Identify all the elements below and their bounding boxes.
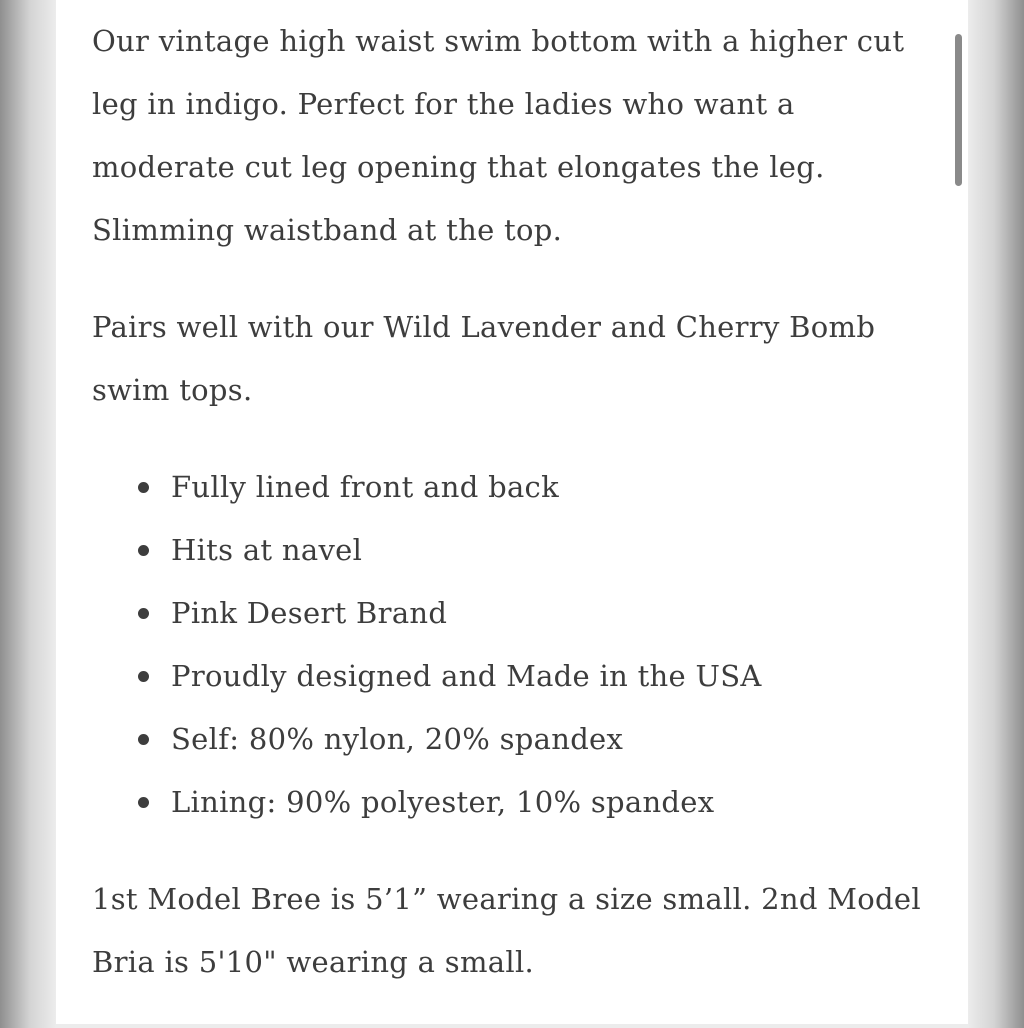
feature-text: Hits at navel [171,533,363,567]
bullet-icon [138,545,149,556]
list-item [171,771,942,834]
description-line: Our vintage high waist swim bottom with a higher cut [92,24,905,58]
feature-text: Self: 80% nylon, 20% spandex [171,722,624,756]
list-item [171,519,942,582]
list-item [171,456,942,519]
feature-text: Lining: 90% polyester, 10% spandex [171,785,715,819]
model-info-line: Bria is 5'10" wearing a small. [92,945,535,979]
product-description-page [56,0,968,1024]
feature-list [92,456,942,834]
list-item [171,708,942,771]
bullet-icon [138,797,149,808]
list-item [171,645,942,708]
pairing-line: swim tops. [92,373,253,407]
feature-text: Pink Desert Brand [171,596,448,630]
description-line: Slimming waistband at the top. [92,213,563,247]
description-line: moderate cut leg opening that elongates the leg. [92,150,825,184]
description-paragraph [92,10,942,262]
bullet-icon [138,608,149,619]
feature-text: Proudly designed and Made in the USA [171,659,762,693]
list-item [171,582,942,645]
bullet-icon [138,671,149,682]
model-info-paragraph [92,868,942,994]
pairing-paragraph [92,296,942,422]
bullet-icon [138,482,149,493]
model-info-line: 1st Model Bree is 5’1” wearing a size small. 2nd Model [92,882,921,916]
feature-text: Fully lined front and back [171,470,559,504]
pairing-line: Pairs well with our Wild Lavender and Cherry Bomb [92,310,876,344]
description-line: leg in indigo. Perfect for the ladies who want a [92,87,795,121]
vertical-scrollbar[interactable] [955,34,962,186]
product-description [92,10,942,1028]
bullet-icon [138,734,149,745]
